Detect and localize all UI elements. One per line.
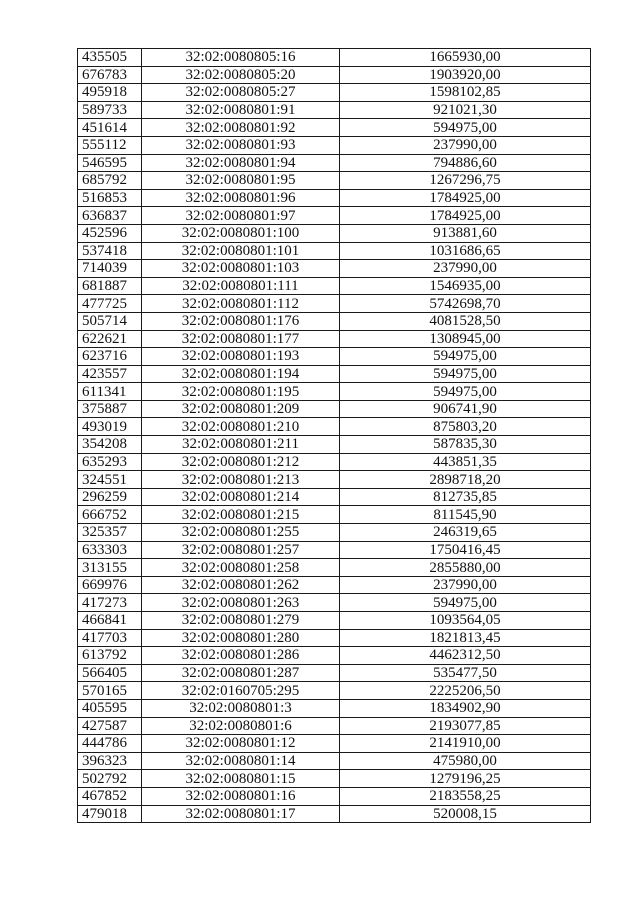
cadastral-number-cell: 32:02:0080801:97 (142, 207, 340, 225)
cadastral-number-cell: 32:02:0080801:112 (142, 295, 340, 313)
table-row (78, 260, 591, 278)
cadastral-number-cell: 32:02:0080801:280 (142, 629, 340, 647)
row-id-cell: 296259 (78, 488, 142, 506)
cadastral-value-cell: 237990,00 (340, 576, 591, 594)
cadastral-number-cell: 32:02:0080801:103 (142, 260, 340, 278)
row-id-cell: 427587 (78, 717, 142, 735)
table-row (78, 524, 591, 542)
cadastral-number-cell: 32:02:0080801:101 (142, 242, 340, 260)
cadastral-number-cell: 32:02:0080801:16 (142, 787, 340, 805)
table-row (78, 101, 591, 119)
row-id-cell: 570165 (78, 682, 142, 700)
cadastral-value-cell: 921021,30 (340, 101, 591, 119)
cadastral-number-cell: 32:02:0080801:215 (142, 506, 340, 524)
cadastral-value-cell: 1834902,90 (340, 699, 591, 717)
table-row (78, 66, 591, 84)
table-row (78, 770, 591, 788)
table-row (78, 664, 591, 682)
cadastral-number-cell: 32:02:0080801:177 (142, 330, 340, 348)
cadastral-value-cell: 594975,00 (340, 348, 591, 366)
table-row (78, 541, 591, 559)
cadastral-number-cell: 32:02:0080801:95 (142, 172, 340, 190)
table-row (78, 365, 591, 383)
row-id-cell: 451614 (78, 119, 142, 137)
row-id-cell: 635293 (78, 453, 142, 471)
row-id-cell: 613792 (78, 647, 142, 665)
cadastral-number-cell: 32:02:0080801:14 (142, 752, 340, 770)
table-row (78, 488, 591, 506)
cadastral-number-cell: 32:02:0080801:258 (142, 559, 340, 577)
cadastral-number-cell: 32:02:0080801:255 (142, 524, 340, 542)
cadastral-value-cell: 794886,60 (340, 154, 591, 172)
row-id-cell: 493019 (78, 418, 142, 436)
row-id-cell: 546595 (78, 154, 142, 172)
table-row (78, 805, 591, 823)
cadastral-value-cell: 1279196,25 (340, 770, 591, 788)
table-row (78, 154, 591, 172)
row-id-cell: 685792 (78, 172, 142, 190)
row-id-cell: 396323 (78, 752, 142, 770)
row-id-cell: 325357 (78, 524, 142, 542)
table-row (78, 559, 591, 577)
cadastral-value-cell: 1784925,00 (340, 189, 591, 207)
cadastral-number-cell: 32:02:0080801:92 (142, 119, 340, 137)
cadastral-value-cell: 2141910,00 (340, 735, 591, 753)
cadastral-number-cell: 32:02:0080801:96 (142, 189, 340, 207)
cadastral-value-cell: 237990,00 (340, 136, 591, 154)
cadastral-value-cell: 1308945,00 (340, 330, 591, 348)
cadastral-number-cell: 32:02:0080801:214 (142, 488, 340, 506)
cadastral-value-cell: 1903920,00 (340, 66, 591, 84)
row-id-cell: 669976 (78, 576, 142, 594)
row-id-cell: 495918 (78, 84, 142, 102)
table-row (78, 647, 591, 665)
table-row (78, 189, 591, 207)
cadastral-value-cell: 1267296,75 (340, 172, 591, 190)
cadastral-value-cell: 811545,90 (340, 506, 591, 524)
cadastral-value-cell: 2898718,20 (340, 471, 591, 489)
cadastral-value-cell: 4081528,50 (340, 312, 591, 330)
row-id-cell: 477725 (78, 295, 142, 313)
row-id-cell: 611341 (78, 383, 142, 401)
table-row (78, 330, 591, 348)
row-id-cell: 417703 (78, 629, 142, 647)
table-row (78, 471, 591, 489)
row-id-cell: 423557 (78, 365, 142, 383)
row-id-cell: 636837 (78, 207, 142, 225)
cadastral-value-cell: 237990,00 (340, 260, 591, 278)
cadastral-number-cell: 32:02:0080801:212 (142, 453, 340, 471)
cadastral-number-cell: 32:02:0080801:194 (142, 365, 340, 383)
table-row (78, 717, 591, 735)
row-id-cell: 676783 (78, 66, 142, 84)
row-id-cell: 324551 (78, 471, 142, 489)
cadastral-number-cell: 32:02:0080801:263 (142, 594, 340, 612)
cadastral-value-cell: 594975,00 (340, 594, 591, 612)
cadastral-value-cell: 535477,50 (340, 664, 591, 682)
cadastral-value-cell: 594975,00 (340, 365, 591, 383)
cadastral-value-cell: 246319,65 (340, 524, 591, 542)
cadastral-number-cell: 32:02:0080801:91 (142, 101, 340, 119)
table-row (78, 136, 591, 154)
row-id-cell: 479018 (78, 805, 142, 823)
cadastral-number-cell: 32:02:0080801:6 (142, 717, 340, 735)
table-row (78, 207, 591, 225)
table-row (78, 699, 591, 717)
row-id-cell: 444786 (78, 735, 142, 753)
row-id-cell: 405595 (78, 699, 142, 717)
cadastral-number-cell: 32:02:0080801:209 (142, 400, 340, 418)
cadastral-value-cell: 1031686,65 (340, 242, 591, 260)
cadastral-number-cell: 32:02:0080801:111 (142, 277, 340, 295)
cadastral-value-cell: 4462312,50 (340, 647, 591, 665)
cadastral-number-cell: 32:02:0080801:286 (142, 647, 340, 665)
table-row (78, 594, 591, 612)
cadastral-value-cell: 1598102,85 (340, 84, 591, 102)
table-row (78, 612, 591, 630)
cadastral-value-cell: 906741,90 (340, 400, 591, 418)
row-id-cell: 417273 (78, 594, 142, 612)
table-row (78, 119, 591, 137)
row-id-cell: 435505 (78, 49, 142, 67)
row-id-cell: 502792 (78, 770, 142, 788)
row-id-cell: 467852 (78, 787, 142, 805)
cadastral-value-cell: 443851,35 (340, 453, 591, 471)
cadastral-number-cell: 32:02:0080801:262 (142, 576, 340, 594)
row-id-cell: 537418 (78, 242, 142, 260)
table-row (78, 576, 591, 594)
cadastral-value-cell: 594975,00 (340, 119, 591, 137)
cadastral-number-cell: 32:02:0080805:27 (142, 84, 340, 102)
cadastral-number-cell: 32:02:0080801:193 (142, 348, 340, 366)
table-row (78, 295, 591, 313)
table-row (78, 277, 591, 295)
row-id-cell: 633303 (78, 541, 142, 559)
cadastral-number-cell: 32:02:0080801:257 (142, 541, 340, 559)
table-row (78, 436, 591, 454)
table-row (78, 752, 591, 770)
table-row (78, 735, 591, 753)
cadastral-value-cell: 1546935,00 (340, 277, 591, 295)
row-id-cell: 452596 (78, 224, 142, 242)
cadastral-value-cell: 2855880,00 (340, 559, 591, 577)
cadastral-value-cell: 1665930,00 (340, 49, 591, 67)
cadastral-value-cell: 2183558,25 (340, 787, 591, 805)
cadastral-number-cell: 32:02:0080801:94 (142, 154, 340, 172)
table-row (78, 172, 591, 190)
cadastral-value-cell: 587835,30 (340, 436, 591, 454)
row-id-cell: 681887 (78, 277, 142, 295)
cadastral-number-cell: 32:02:0080805:20 (142, 66, 340, 84)
cadastral-number-cell: 32:02:0080801:17 (142, 805, 340, 823)
row-id-cell: 714039 (78, 260, 142, 278)
cadastral-number-cell: 32:02:0080801:93 (142, 136, 340, 154)
table-row (78, 242, 591, 260)
cadastral-value-cell: 875803,20 (340, 418, 591, 436)
table-row (78, 49, 591, 67)
cadastral-number-cell: 32:02:0080801:210 (142, 418, 340, 436)
row-id-cell: 589733 (78, 101, 142, 119)
row-id-cell: 555112 (78, 136, 142, 154)
table-row (78, 629, 591, 647)
cadastral-number-cell: 32:02:0080801:287 (142, 664, 340, 682)
row-id-cell: 313155 (78, 559, 142, 577)
row-id-cell: 375887 (78, 400, 142, 418)
cadastral-value-cell: 1821813,45 (340, 629, 591, 647)
cadastral-value-cell: 913881,60 (340, 224, 591, 242)
cadastral-value-cell: 520008,15 (340, 805, 591, 823)
cadastral-number-cell: 32:02:0080801:211 (142, 436, 340, 454)
cadastral-number-cell: 32:02:0160705:295 (142, 682, 340, 700)
cadastral-value-table (77, 48, 591, 823)
table-row (78, 224, 591, 242)
cadastral-number-cell: 32:02:0080801:279 (142, 612, 340, 630)
table-row (78, 348, 591, 366)
table-row (78, 383, 591, 401)
table-row (78, 312, 591, 330)
row-id-cell: 505714 (78, 312, 142, 330)
cadastral-number-cell: 32:02:0080801:12 (142, 735, 340, 753)
row-id-cell: 623716 (78, 348, 142, 366)
cadastral-value-cell: 5742698,70 (340, 295, 591, 313)
cadastral-number-cell: 32:02:0080801:195 (142, 383, 340, 401)
cadastral-value-cell: 594975,00 (340, 383, 591, 401)
cadastral-number-cell: 32:02:0080801:100 (142, 224, 340, 242)
cadastral-number-cell: 32:02:0080805:16 (142, 49, 340, 67)
table-row (78, 682, 591, 700)
cadastral-value-cell: 1750416,45 (340, 541, 591, 559)
table-row (78, 400, 591, 418)
table-row (78, 453, 591, 471)
cadastral-value-cell: 1093564,05 (340, 612, 591, 630)
row-id-cell: 466841 (78, 612, 142, 630)
table-row (78, 418, 591, 436)
cadastral-value-cell: 812735,85 (340, 488, 591, 506)
cadastral-value-cell: 1784925,00 (340, 207, 591, 225)
row-id-cell: 516853 (78, 189, 142, 207)
table-row (78, 787, 591, 805)
cadastral-number-cell: 32:02:0080801:176 (142, 312, 340, 330)
table-row (78, 506, 591, 524)
cadastral-number-cell: 32:02:0080801:213 (142, 471, 340, 489)
cadastral-value-cell: 2225206,50 (340, 682, 591, 700)
row-id-cell: 622621 (78, 330, 142, 348)
cadastral-value-cell: 475980,00 (340, 752, 591, 770)
row-id-cell: 566405 (78, 664, 142, 682)
cadastral-value-cell: 2193077,85 (340, 717, 591, 735)
row-id-cell: 666752 (78, 506, 142, 524)
table-body (78, 49, 591, 823)
cadastral-number-cell: 32:02:0080801:3 (142, 699, 340, 717)
table-row (78, 84, 591, 102)
row-id-cell: 354208 (78, 436, 142, 454)
cadastral-number-cell: 32:02:0080801:15 (142, 770, 340, 788)
